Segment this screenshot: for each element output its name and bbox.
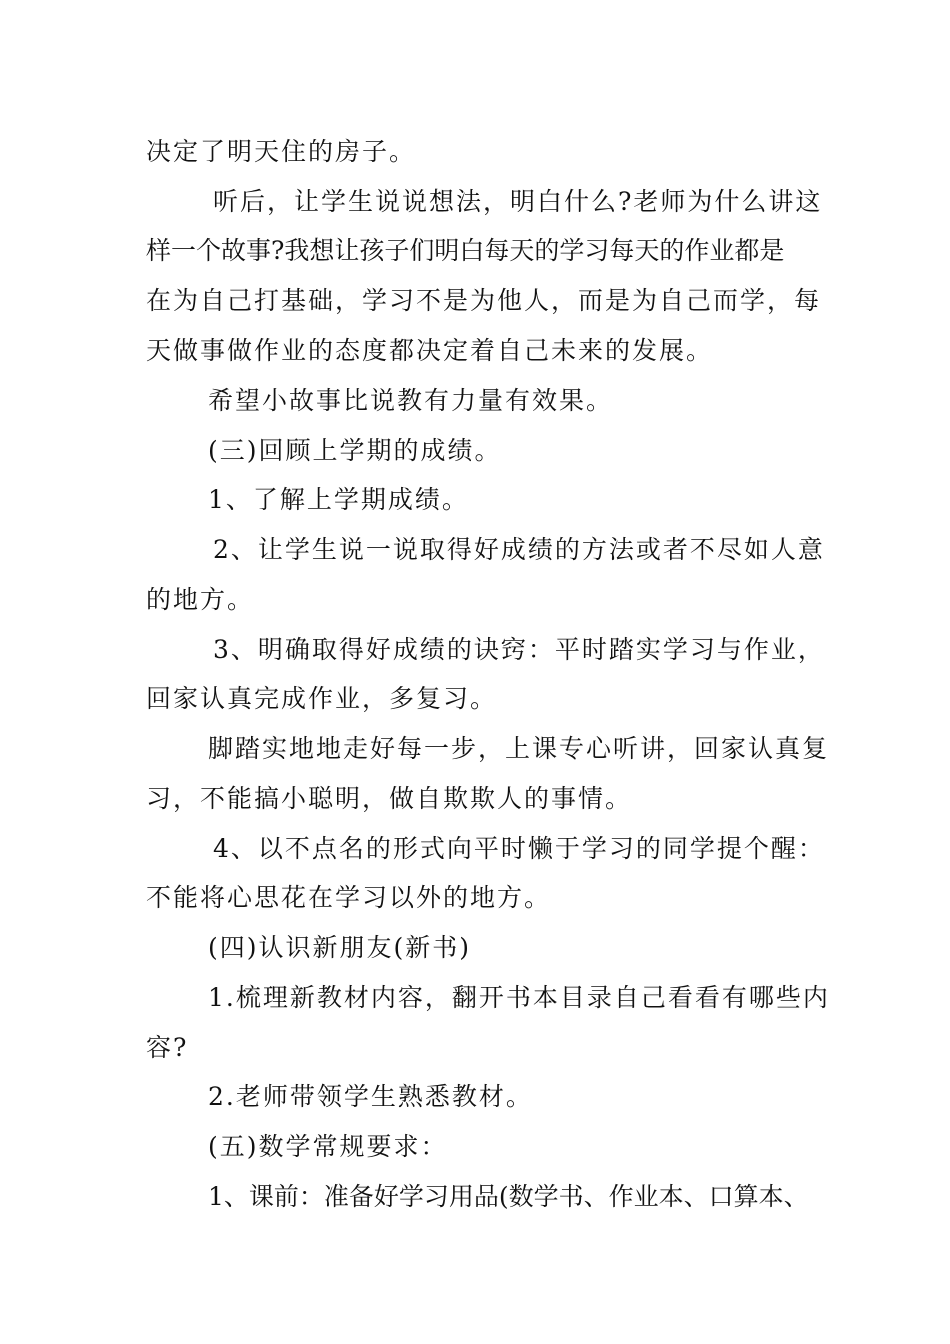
list-item: 1、了解上学期成绩。 — [208, 485, 469, 514]
paragraph-line: 听后，让学生说说想法，明白什么?老师为什么讲这 — [213, 187, 823, 216]
section-heading: (三)回顾上学期的成绩。 — [208, 436, 502, 465]
list-item: 3、明确取得好成绩的诀窍：平时踏实学习与作业， — [213, 635, 825, 664]
paragraph-line: 天做事做作业的态度都决定着自己未来的发展。 — [146, 336, 714, 365]
paragraph-line: 不能将心思花在学习以外的地方。 — [146, 883, 552, 912]
section-heading: (四)认识新朋友(新书) — [208, 933, 472, 962]
paragraph-line: 习，不能搞小聪明，做自欺欺人的事情。 — [146, 784, 633, 813]
list-item: 1.梳理新教材内容，翻开书本目录自己看看有哪些内 — [208, 983, 830, 1012]
list-item: 2、让学生说一说取得好成绩的方法或者不尽如人意 — [213, 535, 825, 564]
section-heading: (五)数学常规要求： — [208, 1132, 448, 1161]
paragraph-line: 在为自己打基础，学习不是为他人，而是为自己而学，每 — [146, 286, 822, 315]
paragraph-line: 回家认真完成作业，多复习。 — [146, 684, 498, 713]
paragraph-line: 样一个故事?我想让孩子们明白每天的学习每天的作业都是 — [146, 236, 785, 265]
list-item: 2.老师带领学生熟悉教材。 — [208, 1082, 533, 1111]
list-item: 1、课前：准备好学习用品(数学书、作业本、口算本、 — [208, 1182, 809, 1211]
paragraph-line: 的地方。 — [146, 585, 255, 614]
paragraph-line: 希望小故事比说教有力量有效果。 — [208, 386, 614, 415]
paragraph-line: 脚踏实地地走好每一步，上课专心听讲，回家认真复 — [208, 734, 830, 763]
list-item: 4、以不点名的形式向平时懒于学习的同学提个醒： — [213, 834, 825, 863]
paragraph-line: 决定了明天住的房子。 — [146, 137, 417, 166]
paragraph-line: 容? — [146, 1033, 189, 1062]
